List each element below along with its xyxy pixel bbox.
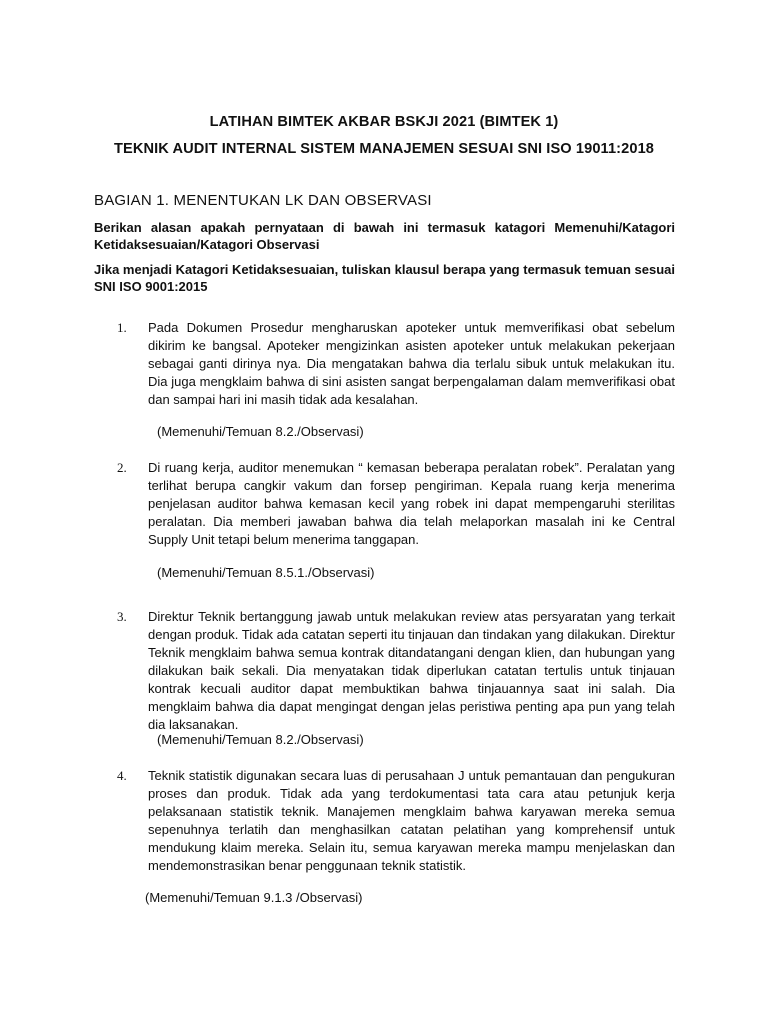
instruction-paragraph: Berikan alasan apakah pernyataan di bawah ini termasuk katagori Memenuhi/Katagori Ketidaksesuaian/Katagori Observasi [94,220,675,252]
answer-choices: (Memenuhi/Temuan 9.1.3 /Observasi) [145,890,363,905]
list-item-number: 4. [117,768,127,783]
list-item-text: Di ruang kerja, auditor menemukan “ kemasan beberapa peralatan robek”. Peralatan yang terlihat berupa cangkir vakum dan forsep pengiriman. Kepala ruang kerja menerima penjelasan auditor bahwa kemasan kecil yang robek ini dapat mempengaruhi sterilitas peralatan. Dia memberi jawaban bahwa dia telah melaporkan masalah ini ke Central Supply Unit tetapi belum menerima tanggapan. [148,460,675,547]
section-heading: BAGIAN 1. MENENTUKAN LK DAN OBSERVASI [94,192,432,209]
list-item-number: 3. [117,609,127,624]
list-item-text: Direktur Teknik bertanggung jawab untuk melakukan review atas persyaratan yang terkait dengan produk. Tidak ada catatan seperti itu tinjauan dan tindakan yang dilakukan. Direktur Teknik mengklaim bahwa semua kontrak ditandatangani dengan klien, dan hubungan yang dilakukan baik sekali. Dia menyatakan tidak diperlukan catatan tertulis untuk tinjauan kontrak kecuali auditor dapat membuktikan bahwa tinjauannya saat ini salah. Dia mengklaim bahwa dia dapat mengingat dengan jelas peristiwa penting apa pun yang telah dia laksanakan. [148,609,675,732]
list-item-number: 2. [117,460,127,475]
instruction-paragraph: Jika menjadi Katagori Ketidaksesuaian, tuliskan klausul berapa yang termasuk temuan sesuai SNI ISO 9001:2015 [94,262,675,294]
answer-choices: (Memenuhi/Temuan 8.2./Observasi) [157,732,364,747]
answer-choices: (Memenuhi/Temuan 8.2./Observasi) [157,424,364,439]
document-title: LATIHAN BIMTEK AKBAR BSKJI 2021 (BIMTEK 1) [209,114,559,130]
list-item-text: Teknik statistik digunakan secara luas di perusahaan J untuk pemantauan dan pengukuran proses dan produk. Tidak ada yang terdokumentasi tata cara atau petunjuk kerja pelaksanaan statistik teknik. Manajemen mengklaim bahwa karyawan mereka semua sepenuhnya terlatih dan menghasilkan catatan pelatihan yang komprehensif untuk mendukung klaim mereka. Selain itu, semua karyawan mereka mampu menjelaskan dan mendemonstrasikan benar penggunaan teknik statistik. [148,768,675,873]
answer-choices: (Memenuhi/Temuan 8.5.1./Observasi) [157,565,375,580]
list-item-number: 1. [117,320,127,335]
list-item-text: Pada Dokumen Prosedur mengharuskan apoteker untuk memverifikasi obat sebelum dikirim ke bangsal. Apoteker mengizinkan asisten apoteker untuk melakukan pekerjaan sebagai ganti dirinya nya. Dia mengatakan bahwa dia terlalu sibuk untuk melakukan itu. Dia juga mengklaim bahwa di sini asisten sangat berpengalaman dalam memverifikasi obat dan sampai hari ini masih tidak ada kesalahan. [148,320,675,407]
document-subtitle: TEKNIK AUDIT INTERNAL SISTEM MANAJEMEN SESUAI SNI ISO 19011:2018 [114,141,654,157]
